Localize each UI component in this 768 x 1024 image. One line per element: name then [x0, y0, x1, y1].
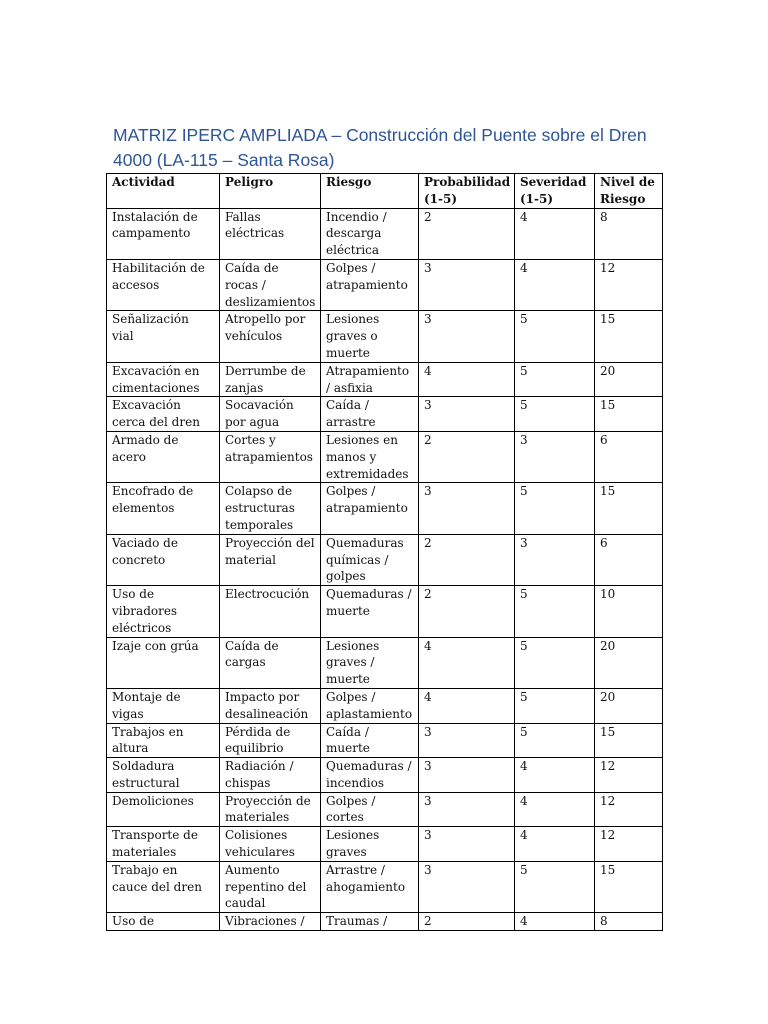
cell-probabilidad: 2 — [419, 913, 515, 931]
iperc-matrix-table — [106, 173, 663, 931]
table-row — [107, 483, 663, 534]
cell-severidad: 5 — [515, 723, 595, 758]
cell-actividad: Excavación en cimentaciones — [107, 362, 220, 397]
cell-peligro: Aumento repentino del caudal — [220, 861, 321, 912]
cell-riesgo: Caída / arrastre — [321, 397, 419, 432]
cell-actividad: Excavación cerca del dren — [107, 397, 220, 432]
cell-probabilidad: 4 — [419, 688, 515, 723]
cell-severidad: 4 — [515, 758, 595, 793]
header-probabilidad: Probabilidad (1-5) — [419, 174, 515, 209]
cell-actividad: Uso de vibradores eléctricos — [107, 586, 220, 637]
cell-nivel-de-riesgo: 12 — [595, 259, 663, 310]
cell-actividad: Demoliciones — [107, 792, 220, 827]
cell-riesgo: Incendio / descarga eléctrica — [321, 208, 419, 259]
cell-peligro: Pérdida de equilibrio — [220, 723, 321, 758]
table-row — [107, 431, 663, 482]
cell-riesgo: Lesiones graves — [321, 827, 419, 862]
cell-severidad: 3 — [515, 534, 595, 585]
cell-actividad: Montaje de vigas — [107, 688, 220, 723]
cell-probabilidad: 3 — [419, 483, 515, 534]
cell-peligro: Radiación / chispas — [220, 758, 321, 793]
cell-peligro: Colapso de estructuras temporales — [220, 483, 321, 534]
cell-riesgo: Caída / muerte — [321, 723, 419, 758]
cell-nivel-de-riesgo: 15 — [595, 723, 663, 758]
table-row — [107, 861, 663, 912]
cell-peligro: Impacto por desalineación — [220, 688, 321, 723]
table-header-row — [107, 174, 663, 209]
table-row — [107, 311, 663, 362]
cell-peligro: Fallas eléctricas — [220, 208, 321, 259]
table-row — [107, 792, 663, 827]
cell-probabilidad: 3 — [419, 397, 515, 432]
cell-probabilidad: 2 — [419, 586, 515, 637]
cell-peligro: Proyección del material — [220, 534, 321, 585]
cell-actividad: Armado de acero — [107, 431, 220, 482]
cell-probabilidad: 3 — [419, 827, 515, 862]
cell-riesgo: Atrapamiento / asfixia — [321, 362, 419, 397]
cell-peligro: Electrocución — [220, 586, 321, 637]
table-row — [107, 259, 663, 310]
cell-probabilidad: 2 — [419, 534, 515, 585]
cell-actividad: Vaciado de concreto — [107, 534, 220, 585]
cell-peligro: Colisiones vehiculares — [220, 827, 321, 862]
cell-probabilidad: 3 — [419, 758, 515, 793]
cell-probabilidad: 3 — [419, 259, 515, 310]
cell-nivel-de-riesgo: 10 — [595, 586, 663, 637]
cell-nivel-de-riesgo: 8 — [595, 913, 663, 931]
cell-nivel-de-riesgo: 15 — [595, 397, 663, 432]
table-row — [107, 688, 663, 723]
cell-nivel-de-riesgo: 12 — [595, 758, 663, 793]
cell-severidad: 5 — [515, 861, 595, 912]
cell-peligro: Cortes y atrapamientos — [220, 431, 321, 482]
header-actividad: Actividad — [107, 174, 220, 209]
cell-actividad: Señalización vial — [107, 311, 220, 362]
cell-severidad: 5 — [515, 586, 595, 637]
cell-severidad: 4 — [515, 259, 595, 310]
cell-probabilidad: 3 — [419, 792, 515, 827]
cell-peligro: Socavación por agua — [220, 397, 321, 432]
cell-severidad: 4 — [515, 792, 595, 827]
cell-actividad: Izaje con grúa — [107, 637, 220, 688]
cell-riesgo: Quemaduras químicas / golpes — [321, 534, 419, 585]
cell-actividad: Uso de — [107, 913, 220, 931]
cell-severidad: 5 — [515, 637, 595, 688]
cell-riesgo: Lesiones graves o muerte — [321, 311, 419, 362]
cell-riesgo: Quemaduras / incendios — [321, 758, 419, 793]
cell-actividad: Transporte de materiales — [107, 827, 220, 862]
table-row — [107, 208, 663, 259]
cell-actividad: Soldadura estructural — [107, 758, 220, 793]
cell-peligro: Caída de rocas / deslizamientos — [220, 259, 321, 310]
cell-actividad: Trabajos en altura — [107, 723, 220, 758]
cell-nivel-de-riesgo: 20 — [595, 362, 663, 397]
cell-riesgo: Golpes / atrapamiento — [321, 259, 419, 310]
cell-riesgo: Lesiones graves / muerte — [321, 637, 419, 688]
cell-nivel-de-riesgo: 8 — [595, 208, 663, 259]
cell-actividad: Habilitación de accesos — [107, 259, 220, 310]
cell-nivel-de-riesgo: 20 — [595, 637, 663, 688]
table-body — [107, 208, 663, 931]
cell-riesgo: Golpes / cortes — [321, 792, 419, 827]
table-row — [107, 723, 663, 758]
table-row — [107, 637, 663, 688]
cell-severidad: 5 — [515, 483, 595, 534]
cell-nivel-de-riesgo: 15 — [595, 483, 663, 534]
header-riesgo: Riesgo — [321, 174, 419, 209]
cell-severidad: 4 — [515, 208, 595, 259]
cell-actividad: Encofrado de elementos — [107, 483, 220, 534]
cell-probabilidad: 3 — [419, 311, 515, 362]
cell-nivel-de-riesgo: 6 — [595, 431, 663, 482]
cell-severidad: 4 — [515, 913, 595, 931]
cell-nivel-de-riesgo: 15 — [595, 311, 663, 362]
cell-riesgo: Traumas / — [321, 913, 419, 931]
cell-probabilidad: 4 — [419, 637, 515, 688]
table-row — [107, 362, 663, 397]
cell-nivel-de-riesgo: 12 — [595, 827, 663, 862]
cell-probabilidad: 2 — [419, 431, 515, 482]
cell-probabilidad: 3 — [419, 861, 515, 912]
cell-nivel-de-riesgo: 20 — [595, 688, 663, 723]
cell-probabilidad: 2 — [419, 208, 515, 259]
table-row — [107, 827, 663, 862]
cell-riesgo: Golpes / atrapamiento — [321, 483, 419, 534]
cell-riesgo: Arrastre / ahogamiento — [321, 861, 419, 912]
cell-severidad: 5 — [515, 311, 595, 362]
cell-severidad: 5 — [515, 362, 595, 397]
cell-severidad: 5 — [515, 397, 595, 432]
header-severidad: Severidad (1-5) — [515, 174, 595, 209]
table-row — [107, 586, 663, 637]
table-row — [107, 913, 663, 931]
cell-nivel-de-riesgo: 12 — [595, 792, 663, 827]
cell-peligro: Caída de cargas — [220, 637, 321, 688]
table-row — [107, 397, 663, 432]
cell-peligro: Atropello por vehículos — [220, 311, 321, 362]
cell-severidad: 5 — [515, 688, 595, 723]
cell-probabilidad: 4 — [419, 362, 515, 397]
cell-nivel-de-riesgo: 6 — [595, 534, 663, 585]
table-row — [107, 534, 663, 585]
cell-nivel-de-riesgo: 15 — [595, 861, 663, 912]
cell-peligro: Derrumbe de zanjas — [220, 362, 321, 397]
cell-peligro: Vibraciones / — [220, 913, 321, 931]
cell-riesgo: Lesiones en manos y extremidades — [321, 431, 419, 482]
header-peligro: Peligro — [220, 174, 321, 209]
header-nivel-de-riesgo: Nivel de Riesgo — [595, 174, 663, 209]
document-title: MATRIZ IPERC AMPLIADA – Construcción del Puente sobre el Dren 4000 (LA-115 – Santa Rosa) — [113, 125, 647, 170]
cell-actividad: Instalación de campamento — [107, 208, 220, 259]
cell-severidad: 3 — [515, 431, 595, 482]
cell-severidad: 4 — [515, 827, 595, 862]
cell-probabilidad: 3 — [419, 723, 515, 758]
cell-peligro: Proyección de materiales — [220, 792, 321, 827]
cell-riesgo: Quemaduras / muerte — [321, 586, 419, 637]
table-row — [107, 758, 663, 793]
cell-riesgo: Golpes / aplastamiento — [321, 688, 419, 723]
cell-actividad: Trabajo en cauce del dren — [107, 861, 220, 912]
